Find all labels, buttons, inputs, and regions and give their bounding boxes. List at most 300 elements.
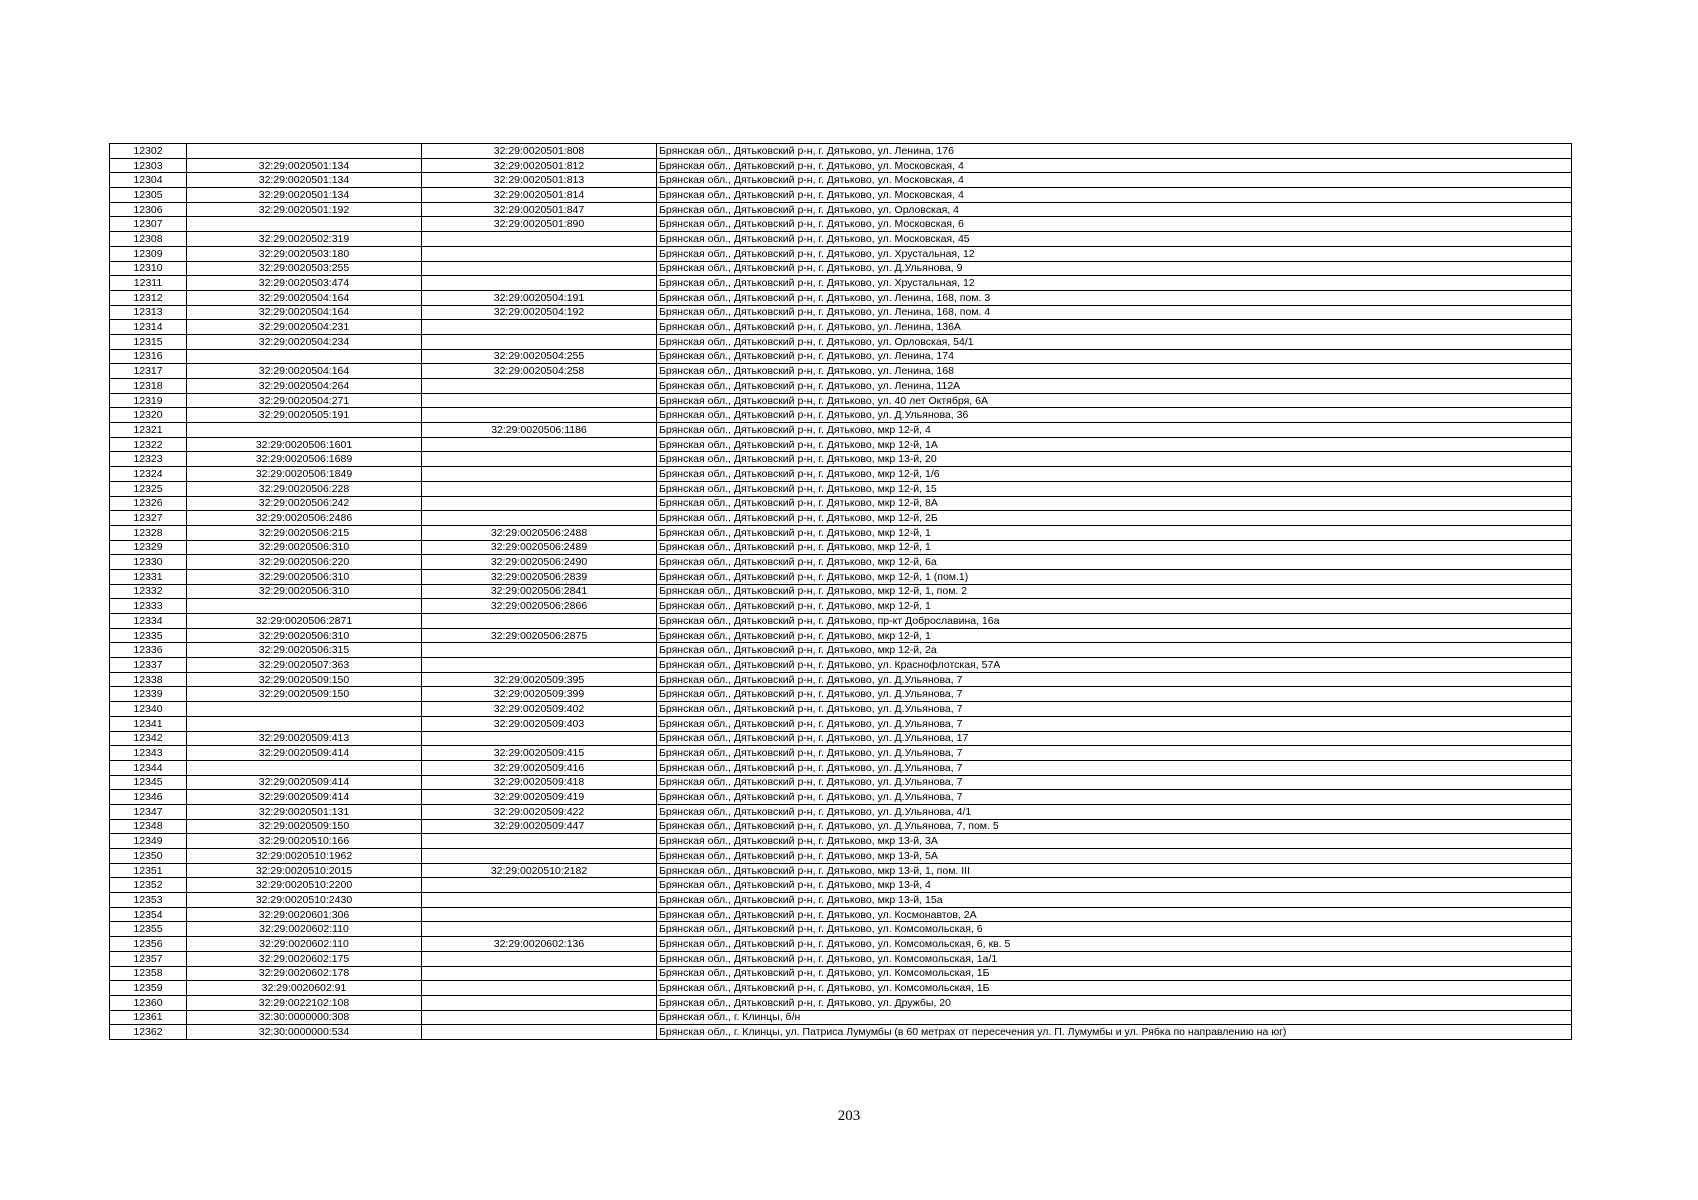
object-cadastral-number-cell: 32:29:0020506:2841 <box>422 584 657 599</box>
land-cadastral-number-cell: 32:29:0020504:264 <box>187 379 422 394</box>
object-cadastral-number-cell <box>422 731 657 746</box>
address-cell: Брянская обл., Дятьковский р-н, г. Дятьково, мкр 12-й, 6а <box>657 555 1572 570</box>
table-row <box>110 878 1572 893</box>
table-row <box>110 408 1572 423</box>
address-cell: Брянская обл., Дятьковский р-н, г. Дятьково, ул. Московская, 4 <box>657 188 1572 203</box>
row-number-cell: 12313 <box>110 305 187 320</box>
land-cadastral-number-cell <box>187 423 422 438</box>
land-cadastral-number-cell <box>187 760 422 775</box>
object-cadastral-number-cell: 32:29:0020509:416 <box>422 760 657 775</box>
object-cadastral-number-cell <box>422 1025 657 1040</box>
object-cadastral-number-cell <box>422 334 657 349</box>
table-row <box>110 1025 1572 1040</box>
row-number-cell: 12335 <box>110 628 187 643</box>
row-number-cell: 12322 <box>110 437 187 452</box>
object-cadastral-number-cell: 32:29:0020504:258 <box>422 364 657 379</box>
row-number-cell: 12344 <box>110 760 187 775</box>
address-cell: Брянская обл., Дятьковский р-н, г. Дятьково, мкр 12-й, 2Б <box>657 511 1572 526</box>
object-cadastral-number-cell: 32:29:0020504:255 <box>422 349 657 364</box>
row-number-cell: 12333 <box>110 599 187 614</box>
row-number-cell: 12339 <box>110 687 187 702</box>
land-cadastral-number-cell: 32:29:0022102:108 <box>187 995 422 1010</box>
registry-table <box>109 143 1572 1040</box>
table-row <box>110 437 1572 452</box>
land-cadastral-number-cell: 32:29:0020501:134 <box>187 173 422 188</box>
land-cadastral-number-cell: 32:29:0020506:310 <box>187 584 422 599</box>
object-cadastral-number-cell: 32:29:0020501:813 <box>422 173 657 188</box>
row-number-cell: 12331 <box>110 569 187 584</box>
address-cell: Брянская обл., Дятьковский р-н, г. Дятьково, ул. Д.Ульянова, 7, пом. 5 <box>657 819 1572 834</box>
address-cell: Брянская обл., Дятьковский р-н, г. Дятьково, ул. Московская, 4 <box>657 173 1572 188</box>
land-cadastral-number-cell <box>187 349 422 364</box>
address-cell: Брянская обл., Дятьковский р-н, г. Дятьково, мкр 12-й, 1 <box>657 525 1572 540</box>
object-cadastral-number-cell: 32:29:0020504:192 <box>422 305 657 320</box>
land-cadastral-number-cell: 32:29:0020506:1849 <box>187 467 422 482</box>
object-cadastral-number-cell <box>422 834 657 849</box>
object-cadastral-number-cell <box>422 893 657 908</box>
address-cell: Брянская обл., Дятьковский р-н, г. Дятьково, ул. Московская, 45 <box>657 232 1572 247</box>
address-cell: Брянская обл., Дятьковский р-н, г. Дятьково, ул. Хрустальная, 12 <box>657 246 1572 261</box>
row-number-cell: 12315 <box>110 334 187 349</box>
row-number-cell: 12325 <box>110 481 187 496</box>
address-cell: Брянская обл., Дятьковский р-н, г. Дятьково, ул. Краснофлотская, 57А <box>657 658 1572 673</box>
row-number-cell: 12341 <box>110 716 187 731</box>
row-number-cell: 12328 <box>110 525 187 540</box>
address-cell: Брянская обл., Дятьковский р-н, г. Дятьково, ул. Ленина, 168, пом. 3 <box>657 290 1572 305</box>
table-row <box>110 804 1572 819</box>
row-number-cell: 12310 <box>110 261 187 276</box>
land-cadastral-number-cell: 32:29:0020506:242 <box>187 496 422 511</box>
table-row <box>110 379 1572 394</box>
object-cadastral-number-cell: 32:29:0020501:812 <box>422 158 657 173</box>
address-cell: Брянская обл., Дятьковский р-н, г. Дятьково, ул. Комсомольская, 1Б <box>657 966 1572 981</box>
land-cadastral-number-cell: 32:29:0020602:178 <box>187 966 422 981</box>
address-cell: Брянская обл., Дятьковский р-н, г. Дятьково, ул. Ленина, 176 <box>657 144 1572 159</box>
address-cell: Брянская обл., Дятьковский р-н, г. Дятьково, мкр 12-й, 4 <box>657 423 1572 438</box>
address-cell: Брянская обл., Дятьковский р-н, г. Дятьково, ул. Д.Ульянова, 4/1 <box>657 804 1572 819</box>
land-cadastral-number-cell: 32:29:0020506:1601 <box>187 437 422 452</box>
table-row <box>110 246 1572 261</box>
land-cadastral-number-cell: 32:30:0000000:308 <box>187 1010 422 1025</box>
object-cadastral-number-cell <box>422 452 657 467</box>
address-cell: Брянская обл., Дятьковский р-н, г. Дятьково, ул. Д.Ульянова, 7 <box>657 716 1572 731</box>
address-cell: Брянская обл., Дятьковский р-н, г. Дятьково, ул. Хрустальная, 12 <box>657 276 1572 291</box>
address-cell: Брянская обл., Дятьковский р-н, г. Дятьково, ул. Комсомольская, 6, кв. 5 <box>657 937 1572 952</box>
row-number-cell: 12353 <box>110 893 187 908</box>
object-cadastral-number-cell <box>422 849 657 864</box>
address-cell: Брянская обл., Дятьковский р-н, г. Дятьково, ул. Ленина, 112А <box>657 379 1572 394</box>
object-cadastral-number-cell: 32:29:0020501:890 <box>422 217 657 232</box>
row-number-cell: 12357 <box>110 951 187 966</box>
table-row <box>110 305 1572 320</box>
land-cadastral-number-cell: 32:29:0020504:164 <box>187 290 422 305</box>
address-cell: Брянская обл., Дятьковский р-н, г. Дятьково, ул. Космонавтов, 2А <box>657 907 1572 922</box>
table-row <box>110 1010 1572 1025</box>
row-number-cell: 12323 <box>110 452 187 467</box>
address-cell: Брянская обл., Дятьковский р-н, г. Дятьково, пр-кт Доброславина, 16а <box>657 614 1572 629</box>
object-cadastral-number-cell: 32:29:0020509:422 <box>422 804 657 819</box>
object-cadastral-number-cell <box>422 643 657 658</box>
object-cadastral-number-cell: 32:29:0020509:402 <box>422 702 657 717</box>
row-number-cell: 12360 <box>110 995 187 1010</box>
address-cell: Брянская обл., Дятьковский р-н, г. Дятьково, ул. Д.Ульянова, 7 <box>657 760 1572 775</box>
row-number-cell: 12361 <box>110 1010 187 1025</box>
address-cell: Брянская обл., Дятьковский р-н, г. Дятьково, ул. Д.Ульянова, 7 <box>657 687 1572 702</box>
land-cadastral-number-cell: 32:29:0020501:192 <box>187 202 422 217</box>
row-number-cell: 12332 <box>110 584 187 599</box>
table-row <box>110 188 1572 203</box>
page-number: 203 <box>837 1108 861 1124</box>
address-cell: Брянская обл., Дятьковский р-н, г. Дятьково, ул. Комсомольская, 1Б <box>657 981 1572 996</box>
address-cell: Брянская обл., Дятьковский р-н, г. Дятьково, ул. 40 лет Октября, 6А <box>657 393 1572 408</box>
object-cadastral-number-cell: 32:29:0020509:419 <box>422 790 657 805</box>
row-number-cell: 12362 <box>110 1025 187 1040</box>
address-cell: Брянская обл., Дятьковский р-н, г. Дятьково, ул. Д.Ульянова, 7 <box>657 775 1572 790</box>
row-number-cell: 12307 <box>110 217 187 232</box>
row-number-cell: 12345 <box>110 775 187 790</box>
table-row <box>110 232 1572 247</box>
table-row <box>110 423 1572 438</box>
row-number-cell: 12342 <box>110 731 187 746</box>
row-number-cell: 12314 <box>110 320 187 335</box>
object-cadastral-number-cell: 32:29:0020509:447 <box>422 819 657 834</box>
row-number-cell: 12330 <box>110 555 187 570</box>
land-cadastral-number-cell: 32:29:0020509:414 <box>187 746 422 761</box>
object-cadastral-number-cell <box>422 437 657 452</box>
land-cadastral-number-cell: 32:29:0020504:234 <box>187 334 422 349</box>
object-cadastral-number-cell: 32:29:0020501:847 <box>422 202 657 217</box>
table-row <box>110 672 1572 687</box>
table-row <box>110 922 1572 937</box>
row-number-cell: 12319 <box>110 393 187 408</box>
object-cadastral-number-cell <box>422 907 657 922</box>
address-cell: Брянская обл., Дятьковский р-н, г. Дятьково, ул. Д.Ульянова, 7 <box>657 702 1572 717</box>
address-cell: Брянская обл., Дятьковский р-н, г. Дятьково, ул. Д.Ульянова, 17 <box>657 731 1572 746</box>
land-cadastral-number-cell: 32:29:0020601:306 <box>187 907 422 922</box>
row-number-cell: 12327 <box>110 511 187 526</box>
address-cell: Брянская обл., г. Клинцы, б/н <box>657 1010 1572 1025</box>
land-cadastral-number-cell: 32:29:0020510:2200 <box>187 878 422 893</box>
land-cadastral-number-cell: 32:29:0020510:2015 <box>187 863 422 878</box>
object-cadastral-number-cell: 32:29:0020509:399 <box>422 687 657 702</box>
address-cell: Брянская обл., Дятьковский р-н, г. Дятьково, ул. Д.Ульянова, 36 <box>657 408 1572 423</box>
table-row <box>110 511 1572 526</box>
land-cadastral-number-cell: 32:29:0020506:1689 <box>187 452 422 467</box>
land-cadastral-number-cell <box>187 217 422 232</box>
row-number-cell: 12354 <box>110 907 187 922</box>
land-cadastral-number-cell: 32:29:0020509:150 <box>187 672 422 687</box>
row-number-cell: 12346 <box>110 790 187 805</box>
table-row <box>110 584 1572 599</box>
object-cadastral-number-cell: 32:29:0020602:136 <box>422 937 657 952</box>
table-row <box>110 893 1572 908</box>
row-number-cell: 12316 <box>110 349 187 364</box>
row-number-cell: 12304 <box>110 173 187 188</box>
object-cadastral-number-cell <box>422 496 657 511</box>
land-cadastral-number-cell: 32:29:0020504:231 <box>187 320 422 335</box>
table-row <box>110 276 1572 291</box>
table-row <box>110 716 1572 731</box>
row-number-cell: 12308 <box>110 232 187 247</box>
row-number-cell: 12324 <box>110 467 187 482</box>
land-cadastral-number-cell <box>187 599 422 614</box>
row-number-cell: 12352 <box>110 878 187 893</box>
object-cadastral-number-cell: 32:29:0020501:808 <box>422 144 657 159</box>
row-number-cell: 12336 <box>110 643 187 658</box>
table-row <box>110 834 1572 849</box>
land-cadastral-number-cell: 32:29:0020504:164 <box>187 305 422 320</box>
row-number-cell: 12355 <box>110 922 187 937</box>
table-row <box>110 760 1572 775</box>
table-row <box>110 746 1572 761</box>
object-cadastral-number-cell: 32:29:0020506:1186 <box>422 423 657 438</box>
address-cell: Брянская обл., Дятьковский р-н, г. Дятьково, ул. Орловская, 4 <box>657 202 1572 217</box>
table-row <box>110 907 1572 922</box>
land-cadastral-number-cell: 32:29:0020502:319 <box>187 232 422 247</box>
address-cell: Брянская обл., Дятьковский р-н, г. Дятьково, ул. Ленина, 168, пом. 4 <box>657 305 1572 320</box>
land-cadastral-number-cell <box>187 702 422 717</box>
land-cadastral-number-cell: 32:29:0020503:474 <box>187 276 422 291</box>
object-cadastral-number-cell: 32:29:0020506:2489 <box>422 540 657 555</box>
land-cadastral-number-cell: 32:29:0020506:2871 <box>187 614 422 629</box>
table-row <box>110 614 1572 629</box>
table-row <box>110 555 1572 570</box>
table-row <box>110 981 1572 996</box>
row-number-cell: 12347 <box>110 804 187 819</box>
address-cell: Брянская обл., Дятьковский р-н, г. Дятьково, мкр 12-й, 15 <box>657 481 1572 496</box>
address-cell: Брянская обл., Дятьковский р-н, г. Дятьково, мкр 12-й, 1/6 <box>657 467 1572 482</box>
address-cell: Брянская обл., Дятьковский р-н, г. Дятьково, ул. Комсомольская, 6 <box>657 922 1572 937</box>
land-cadastral-number-cell: 32:29:0020509:150 <box>187 819 422 834</box>
table-row <box>110 790 1572 805</box>
land-cadastral-number-cell: 32:29:0020602:110 <box>187 937 422 952</box>
object-cadastral-number-cell: 32:29:0020506:2490 <box>422 555 657 570</box>
address-cell: Брянская обл., Дятьковский р-н, г. Дятьково, ул. Ленина, 168 <box>657 364 1572 379</box>
table-row <box>110 334 1572 349</box>
address-cell: Брянская обл., г. Клинцы, ул. Патриса Лумумбы (в 60 метрах от пересечения ул. П. Лумумбы и ул. Рябка по направлению на юг) <box>657 1025 1572 1040</box>
address-cell: Брянская обл., Дятьковский р-н, г. Дятьково, ул. Д.Ульянова, 9 <box>657 261 1572 276</box>
table-row <box>110 320 1572 335</box>
land-cadastral-number-cell: 32:29:0020504:271 <box>187 393 422 408</box>
object-cadastral-number-cell <box>422 393 657 408</box>
row-number-cell: 12309 <box>110 246 187 261</box>
object-cadastral-number-cell <box>422 232 657 247</box>
table-row <box>110 452 1572 467</box>
row-number-cell: 12320 <box>110 408 187 423</box>
address-cell: Брянская обл., Дятьковский р-н, г. Дятьково, мкр 13-й, 5А <box>657 849 1572 864</box>
address-cell: Брянская обл., Дятьковский р-н, г. Дятьково, мкр 12-й, 1 (пом.1) <box>657 569 1572 584</box>
object-cadastral-number-cell: 32:29:0020501:814 <box>422 188 657 203</box>
address-cell: Брянская обл., Дятьковский р-н, г. Дятьково, мкр 13-й, 20 <box>657 452 1572 467</box>
land-cadastral-number-cell: 32:29:0020507:363 <box>187 658 422 673</box>
land-cadastral-number-cell: 32:29:0020506:2486 <box>187 511 422 526</box>
object-cadastral-number-cell: 32:29:0020504:191 <box>422 290 657 305</box>
table-row <box>110 966 1572 981</box>
object-cadastral-number-cell <box>422 379 657 394</box>
address-cell: Брянская обл., Дятьковский р-н, г. Дятьково, ул. Ленина, 136А <box>657 320 1572 335</box>
address-cell: Брянская обл., Дятьковский р-н, г. Дятьково, мкр 13-й, 4 <box>657 878 1572 893</box>
row-number-cell: 12359 <box>110 981 187 996</box>
row-number-cell: 12312 <box>110 290 187 305</box>
address-cell: Брянская обл., Дятьковский р-н, г. Дятьково, мкр 12-й, 8А <box>657 496 1572 511</box>
land-cadastral-number-cell: 32:29:0020506:310 <box>187 628 422 643</box>
address-cell: Брянская обл., Дятьковский р-н, г. Дятьково, ул. Дружбы, 20 <box>657 995 1572 1010</box>
address-cell: Брянская обл., Дятьковский р-н, г. Дятьково, мкр 13-й, 1, пом. III <box>657 863 1572 878</box>
object-cadastral-number-cell: 32:29:0020509:395 <box>422 672 657 687</box>
object-cadastral-number-cell <box>422 320 657 335</box>
object-cadastral-number-cell <box>422 467 657 482</box>
land-cadastral-number-cell: 32:29:0020509:414 <box>187 790 422 805</box>
object-cadastral-number-cell <box>422 951 657 966</box>
object-cadastral-number-cell: 32:29:0020506:2866 <box>422 599 657 614</box>
row-number-cell: 12302 <box>110 144 187 159</box>
object-cadastral-number-cell <box>422 481 657 496</box>
table-row <box>110 525 1572 540</box>
row-number-cell: 12306 <box>110 202 187 217</box>
land-cadastral-number-cell: 32:29:0020602:91 <box>187 981 422 996</box>
land-cadastral-number-cell: 32:29:0020503:255 <box>187 261 422 276</box>
table-row <box>110 775 1572 790</box>
object-cadastral-number-cell: 32:29:0020506:2839 <box>422 569 657 584</box>
land-cadastral-number-cell: 32:29:0020510:2430 <box>187 893 422 908</box>
table-row <box>110 261 1572 276</box>
address-cell: Брянская обл., Дятьковский р-н, г. Дятьково, ул. Д.Ульянова, 7 <box>657 790 1572 805</box>
table-row <box>110 819 1572 834</box>
table-row <box>110 217 1572 232</box>
object-cadastral-number-cell <box>422 922 657 937</box>
object-cadastral-number-cell: 32:29:0020510:2182 <box>422 863 657 878</box>
table-row <box>110 481 1572 496</box>
row-number-cell: 12326 <box>110 496 187 511</box>
table-row <box>110 643 1572 658</box>
object-cadastral-number-cell: 32:29:0020506:2875 <box>422 628 657 643</box>
object-cadastral-number-cell: 32:29:0020509:415 <box>422 746 657 761</box>
address-cell: Брянская обл., Дятьковский р-н, г. Дятьково, ул. Д.Ульянова, 7 <box>657 746 1572 761</box>
row-number-cell: 12321 <box>110 423 187 438</box>
row-number-cell: 12340 <box>110 702 187 717</box>
table-row <box>110 467 1572 482</box>
table-row <box>110 364 1572 379</box>
object-cadastral-number-cell <box>422 511 657 526</box>
table-row <box>110 599 1572 614</box>
table-row <box>110 202 1572 217</box>
table-row <box>110 393 1572 408</box>
object-cadastral-number-cell <box>422 1010 657 1025</box>
row-number-cell: 12334 <box>110 614 187 629</box>
object-cadastral-number-cell: 32:29:0020509:418 <box>422 775 657 790</box>
land-cadastral-number-cell: 32:30:0000000:534 <box>187 1025 422 1040</box>
row-number-cell: 12350 <box>110 849 187 864</box>
object-cadastral-number-cell <box>422 408 657 423</box>
land-cadastral-number-cell: 32:29:0020602:110 <box>187 922 422 937</box>
object-cadastral-number-cell <box>422 878 657 893</box>
land-cadastral-number-cell <box>187 716 422 731</box>
row-number-cell: 12358 <box>110 966 187 981</box>
land-cadastral-number-cell: 32:29:0020509:150 <box>187 687 422 702</box>
row-number-cell: 12318 <box>110 379 187 394</box>
land-cadastral-number-cell: 32:29:0020501:134 <box>187 158 422 173</box>
table-row <box>110 658 1572 673</box>
object-cadastral-number-cell <box>422 658 657 673</box>
address-cell: Брянская обл., Дятьковский р-н, г. Дятьково, мкр 13-й, 15а <box>657 893 1572 908</box>
object-cadastral-number-cell <box>422 614 657 629</box>
row-number-cell: 12337 <box>110 658 187 673</box>
object-cadastral-number-cell <box>422 261 657 276</box>
object-cadastral-number-cell <box>422 276 657 291</box>
address-cell: Брянская обл., Дятьковский р-н, г. Дятьково, ул. Московская, 6 <box>657 217 1572 232</box>
table-row <box>110 995 1572 1010</box>
land-cadastral-number-cell: 32:29:0020506:310 <box>187 569 422 584</box>
table-row <box>110 702 1572 717</box>
table-row <box>110 937 1572 952</box>
land-cadastral-number-cell: 32:29:0020506:228 <box>187 481 422 496</box>
row-number-cell: 12338 <box>110 672 187 687</box>
table-row <box>110 290 1572 305</box>
land-cadastral-number-cell: 32:29:0020509:414 <box>187 775 422 790</box>
row-number-cell: 12305 <box>110 188 187 203</box>
address-cell: Брянская обл., Дятьковский р-н, г. Дятьково, мкр 12-й, 1 <box>657 540 1572 555</box>
land-cadastral-number-cell: 32:29:0020504:164 <box>187 364 422 379</box>
table-row <box>110 173 1572 188</box>
object-cadastral-number-cell <box>422 966 657 981</box>
land-cadastral-number-cell: 32:29:0020501:131 <box>187 804 422 819</box>
row-number-cell: 12329 <box>110 540 187 555</box>
land-cadastral-number-cell: 32:29:0020510:166 <box>187 834 422 849</box>
land-cadastral-number-cell: 32:29:0020505:191 <box>187 408 422 423</box>
address-cell: Брянская обл., Дятьковский р-н, г. Дятьково, мкр 12-й, 1А <box>657 437 1572 452</box>
land-cadastral-number-cell: 32:29:0020602:175 <box>187 951 422 966</box>
row-number-cell: 12343 <box>110 746 187 761</box>
address-cell: Брянская обл., Дятьковский р-н, г. Дятьково, ул. Орловская, 54/1 <box>657 334 1572 349</box>
land-cadastral-number-cell: 32:29:0020509:413 <box>187 731 422 746</box>
row-number-cell: 12311 <box>110 276 187 291</box>
object-cadastral-number-cell <box>422 981 657 996</box>
land-cadastral-number-cell: 32:29:0020506:215 <box>187 525 422 540</box>
row-number-cell: 12317 <box>110 364 187 379</box>
land-cadastral-number-cell: 32:29:0020506:220 <box>187 555 422 570</box>
table-row <box>110 863 1572 878</box>
land-cadastral-number-cell: 32:29:0020510:1962 <box>187 849 422 864</box>
table-row <box>110 496 1572 511</box>
table-row <box>110 687 1572 702</box>
row-number-cell: 12349 <box>110 834 187 849</box>
address-cell: Брянская обл., Дятьковский р-н, г. Дятьково, мкр 12-й, 1 <box>657 628 1572 643</box>
row-number-cell: 12303 <box>110 158 187 173</box>
address-cell: Брянская обл., Дятьковский р-н, г. Дятьково, мкр 12-й, 1 <box>657 599 1572 614</box>
address-cell: Брянская обл., Дятьковский р-н, г. Дятьково, ул. Комсомольская, 1а/1 <box>657 951 1572 966</box>
row-number-cell: 12351 <box>110 863 187 878</box>
address-cell: Брянская обл., Дятьковский р-н, г. Дятьково, ул. Ленина, 174 <box>657 349 1572 364</box>
table-row <box>110 349 1572 364</box>
land-cadastral-number-cell: 32:29:0020506:315 <box>187 643 422 658</box>
table-row <box>110 628 1572 643</box>
land-cadastral-number-cell: 32:29:0020501:134 <box>187 188 422 203</box>
address-cell: Брянская обл., Дятьковский р-н, г. Дятьково, ул. Московская, 4 <box>657 158 1572 173</box>
table-row <box>110 569 1572 584</box>
row-number-cell: 12356 <box>110 937 187 952</box>
table-row <box>110 951 1572 966</box>
land-cadastral-number-cell: 32:29:0020503:180 <box>187 246 422 261</box>
object-cadastral-number-cell: 32:29:0020509:403 <box>422 716 657 731</box>
address-cell: Брянская обл., Дятьковский р-н, г. Дятьково, мкр 12-й, 1, пом. 2 <box>657 584 1572 599</box>
land-cadastral-number-cell <box>187 144 422 159</box>
object-cadastral-number-cell <box>422 246 657 261</box>
table-row <box>110 144 1572 159</box>
address-cell: Брянская обл., Дятьковский р-н, г. Дятьково, мкр 12-й, 2а <box>657 643 1572 658</box>
land-cadastral-number-cell: 32:29:0020506:310 <box>187 540 422 555</box>
object-cadastral-number-cell <box>422 995 657 1010</box>
table-row <box>110 731 1572 746</box>
